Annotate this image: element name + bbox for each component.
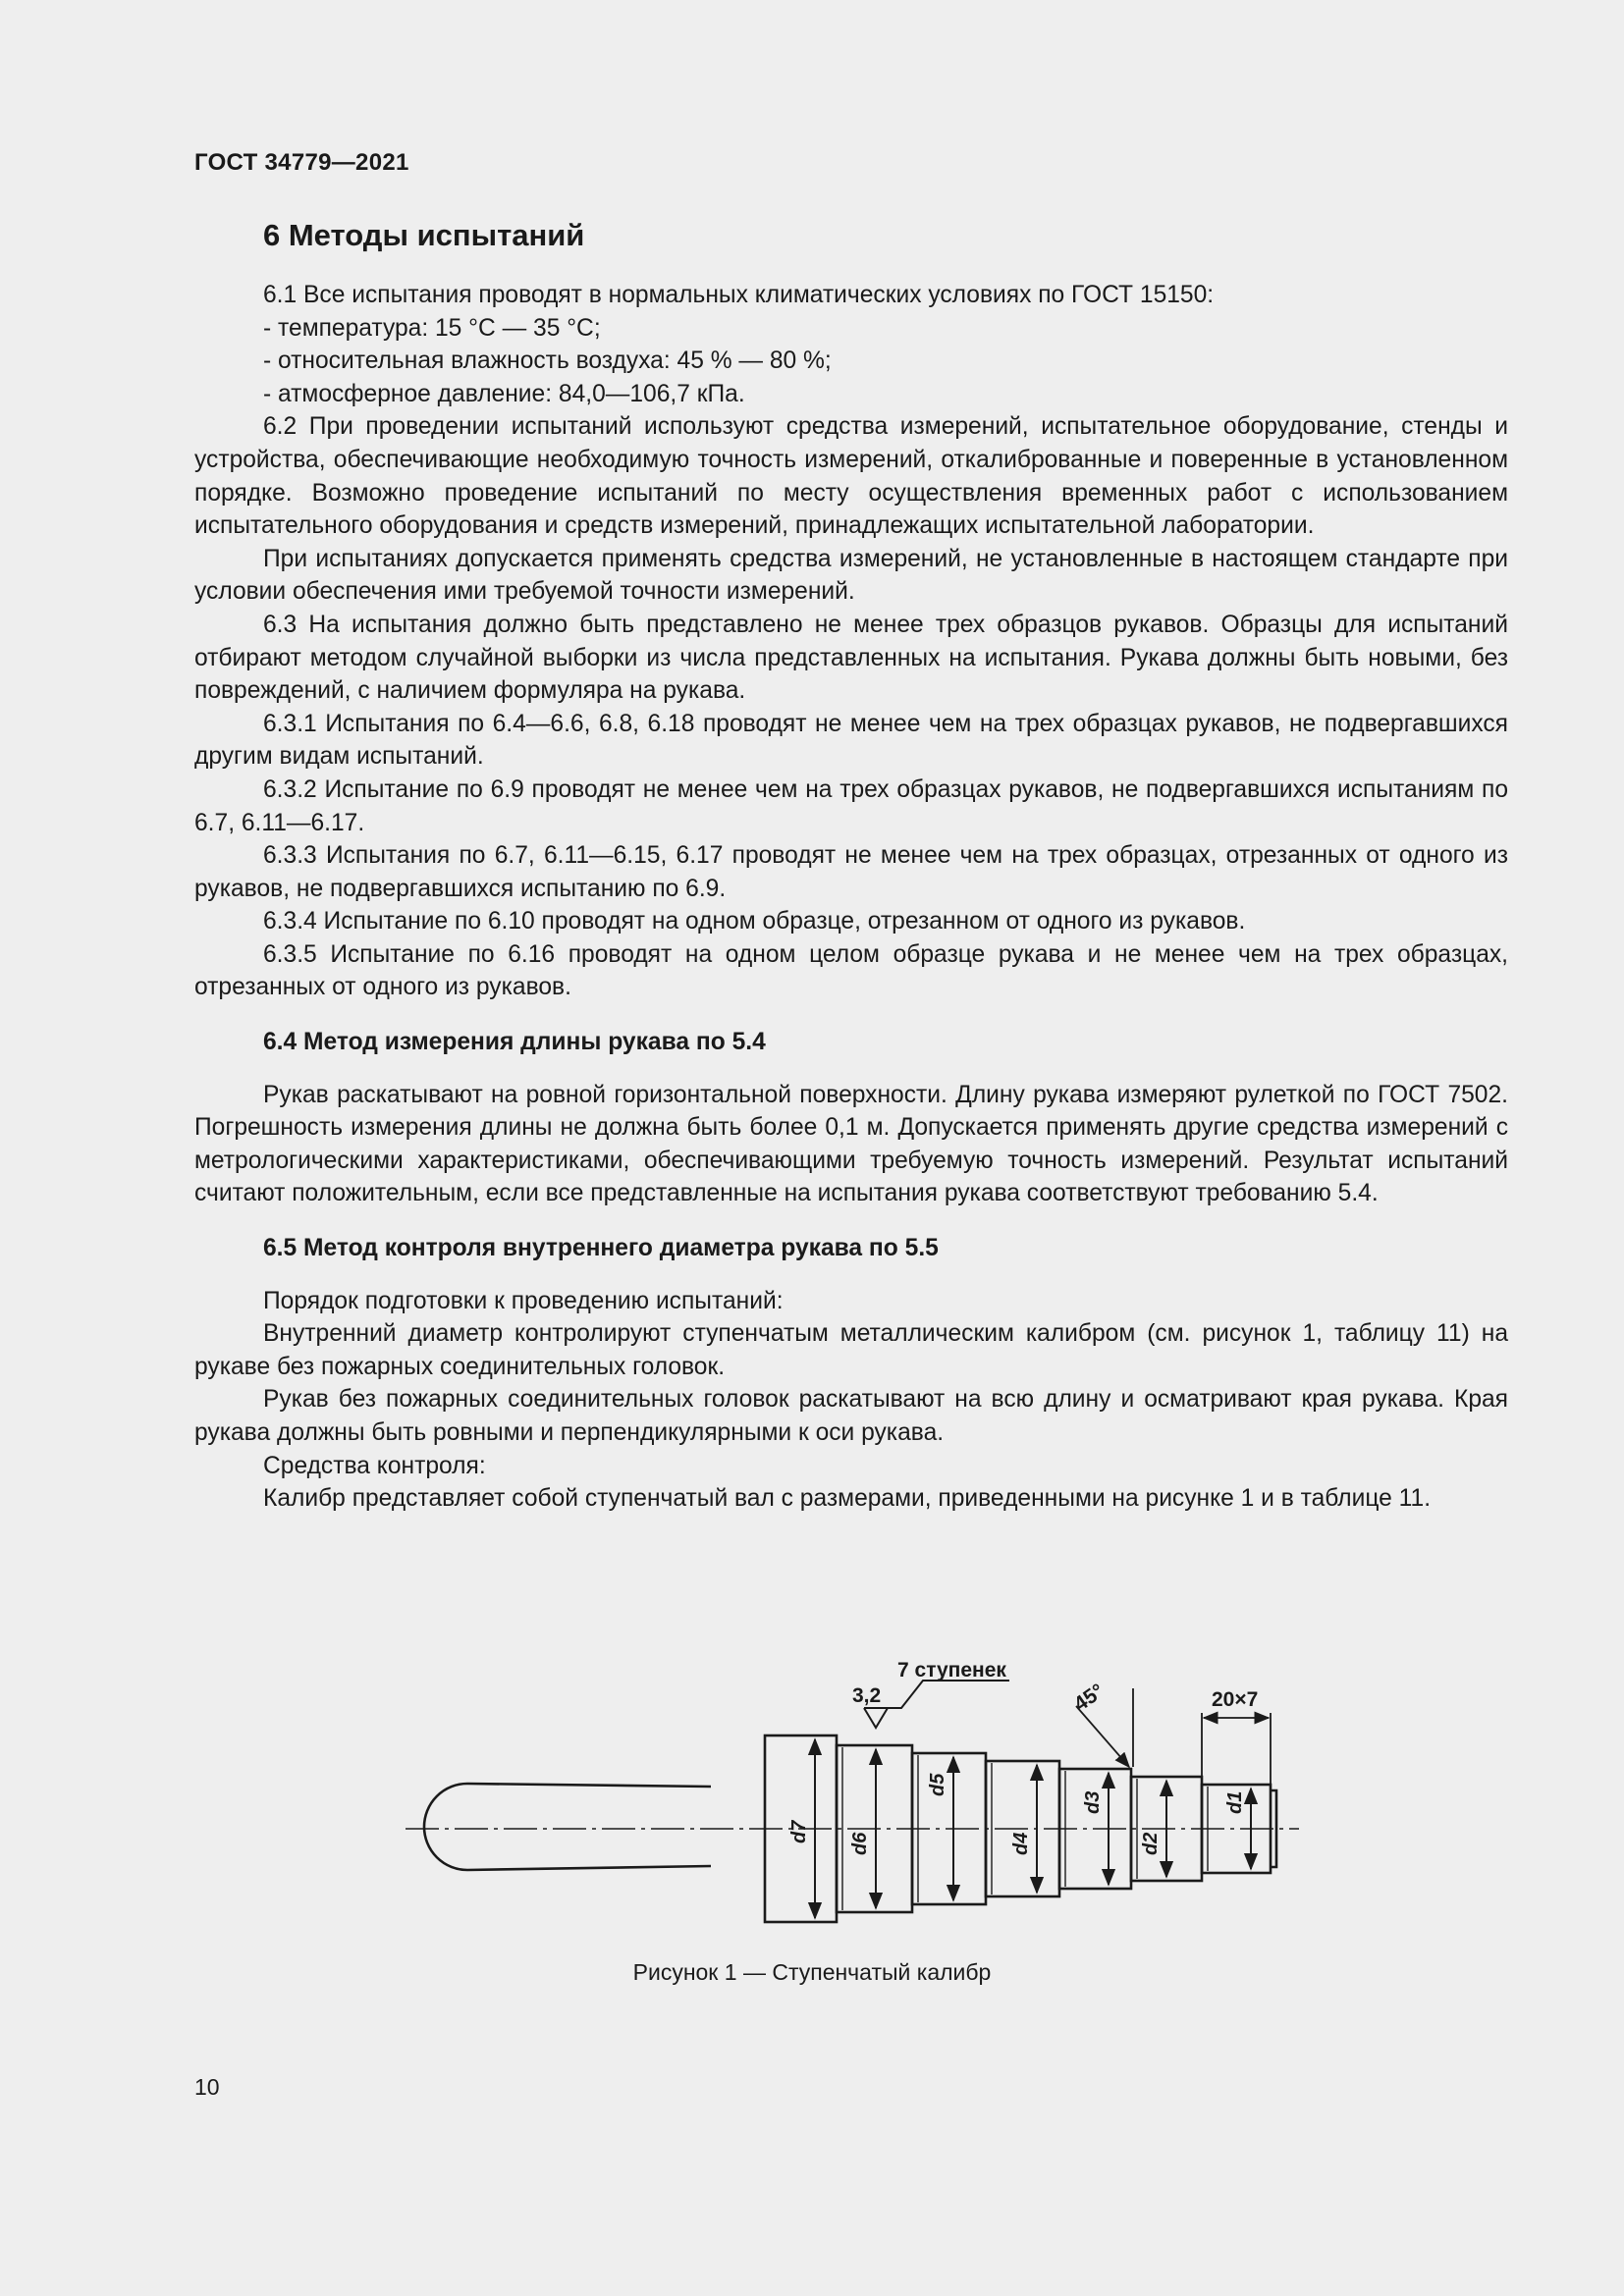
paragraph-6-5-d: Средства контроля:	[263, 1452, 486, 1479]
paragraph-6-3-4: 6.3.4 Испытание по 6.10 проводят на одном образце, отрезанном от одного из рукавов.	[263, 908, 1246, 935]
paragraph-6-5-b: Внутренний диаметр контролируют ступенчатым металлическим калибром (см. рисунок 1, таблицу 11) на рукаве без пожарных соединительных головок.	[194, 1320, 1508, 1380]
label-d4: d4	[1010, 1832, 1032, 1855]
label-d7: d7	[788, 1820, 810, 1843]
subsection-6-4-title: 6.4 Метод измерения длины рукава по 5.4	[263, 1029, 766, 1056]
paragraph-6-2-b: При испытаниях допускается применять средства измерений, не установленные в настоящем стандарте при условии обеспечения ими требуемой точности измерений.	[194, 545, 1508, 606]
roughness-symbol	[864, 1681, 1009, 1728]
condition-humidity: - относительная влажность воздуха: 45 % — 80 %;	[263, 347, 832, 375]
section-title: 6 Методы испытаний	[263, 218, 585, 252]
paragraph-6-4: Рукав раскатывают на ровной горизонтальной поверхности. Длину рукава измеряют рулеткой по ГОСТ 7502. Погрешность измерения длины не должна быть более 0,1 м. Допускается применять другие средства измерений с метрологическими характеристиками, обеспечивающими требуемую точность измерений. Результат испытаний считают положительным, если все представленные на испытания рукава соответствуют требованию 5.4.	[194, 1081, 1508, 1207]
paragraph-6-3-1: 6.3.1 Испытания по 6.4—6.6, 6.8, 6.18 проводят не менее чем на трех образцах рукавов, не подвергавшихся другим видам испытаний.	[194, 710, 1508, 771]
paragraph-6-5-a: Порядок подготовки к проведению испытаний:	[263, 1287, 784, 1314]
paragraph-6-5-c: Рукав без пожарных соединительных головок раскатывают на всю длину и осматривают края рукава. Края рукава должны быть ровными и перпендикулярными к оси рукава.	[194, 1386, 1508, 1446]
figure-caption: Рисунок 1 — Ступенчатый калибр	[632, 1959, 992, 1985]
label-length: 20×7	[1212, 1688, 1259, 1711]
label-d5: d5	[927, 1773, 948, 1796]
subsection-6-5-title: 6.5 Метод контроля внутреннего диаметра рукава по 5.5	[263, 1235, 939, 1262]
paragraph-6-3-5: 6.3.5 Испытание по 6.16 проводят на одном целом образце рукава и не менее чем на трех образцах, отрезанных от одного из рукавов.	[194, 940, 1508, 1001]
condition-pressure: - атмосферное давление: 84,0—106,7 кПа.	[263, 380, 745, 407]
gauge-handle	[424, 1784, 711, 1870]
page-number: 10	[194, 2074, 220, 2100]
stepped-gauge-drawing	[194, 1659, 1508, 1973]
document-header: ГОСТ 34779—2021	[194, 149, 409, 176]
paragraph-6-3-3: 6.3.3 Испытания по 6.7, 6.11—6.15, 6.17 проводят не менее чем на трех образцах, отрезанных от одного из рукавов, не подвергавшихся испытанию по 6.9.	[194, 842, 1508, 902]
paragraph-6-3: 6.3 На испытания должно быть представлено не менее трех образцов рукавов. Образцы для испытаний отбирают методом случайной выборки из числа представленных на испытания. Рукава должны быть новыми, без повреждений, с наличием формуляра на рукава.	[194, 611, 1508, 705]
label-d1: d1	[1224, 1790, 1246, 1814]
condition-temperature: - температура: 15 °С — 35 °С;	[263, 314, 601, 342]
paragraph-6-5-e: Калибр представляет собой ступенчатый вал с размерами, приведенными на рисунке 1 и в таблице 11.	[263, 1485, 1432, 1513]
label-roughness: 3,2	[852, 1684, 882, 1707]
label-d6: d6	[849, 1832, 871, 1855]
label-d2: d2	[1140, 1832, 1162, 1855]
paragraph-6-3-2: 6.3.2 Испытание по 6.9 проводят не менее чем на трех образцах рукавов, не подвергавшихся испытаниям по 6.7, 6.11—6.17.	[194, 775, 1508, 836]
label-steps: 7 ступенек	[897, 1659, 1006, 1682]
paragraph-6-2: 6.2 При проведении испытаний используют средства измерений, испытательное оборудование, стенды и устройства, обеспечивающие необходимую точность измерений, откалиброванные и поверенные в установленном порядке. Возможно проведение испытаний по месту осуществления временных работ с использованием испытательного оборудования и средств измерений, принадлежащих испытательной лаборатории.	[194, 413, 1508, 540]
paragraph-6-1: 6.1 Все испытания проводят в нормальных климатических условиях по ГОСТ 15150:	[263, 282, 1215, 308]
document-body	[194, 216, 1508, 1516]
label-angle: 45°	[1069, 1680, 1109, 1717]
label-d3: d3	[1082, 1790, 1104, 1814]
